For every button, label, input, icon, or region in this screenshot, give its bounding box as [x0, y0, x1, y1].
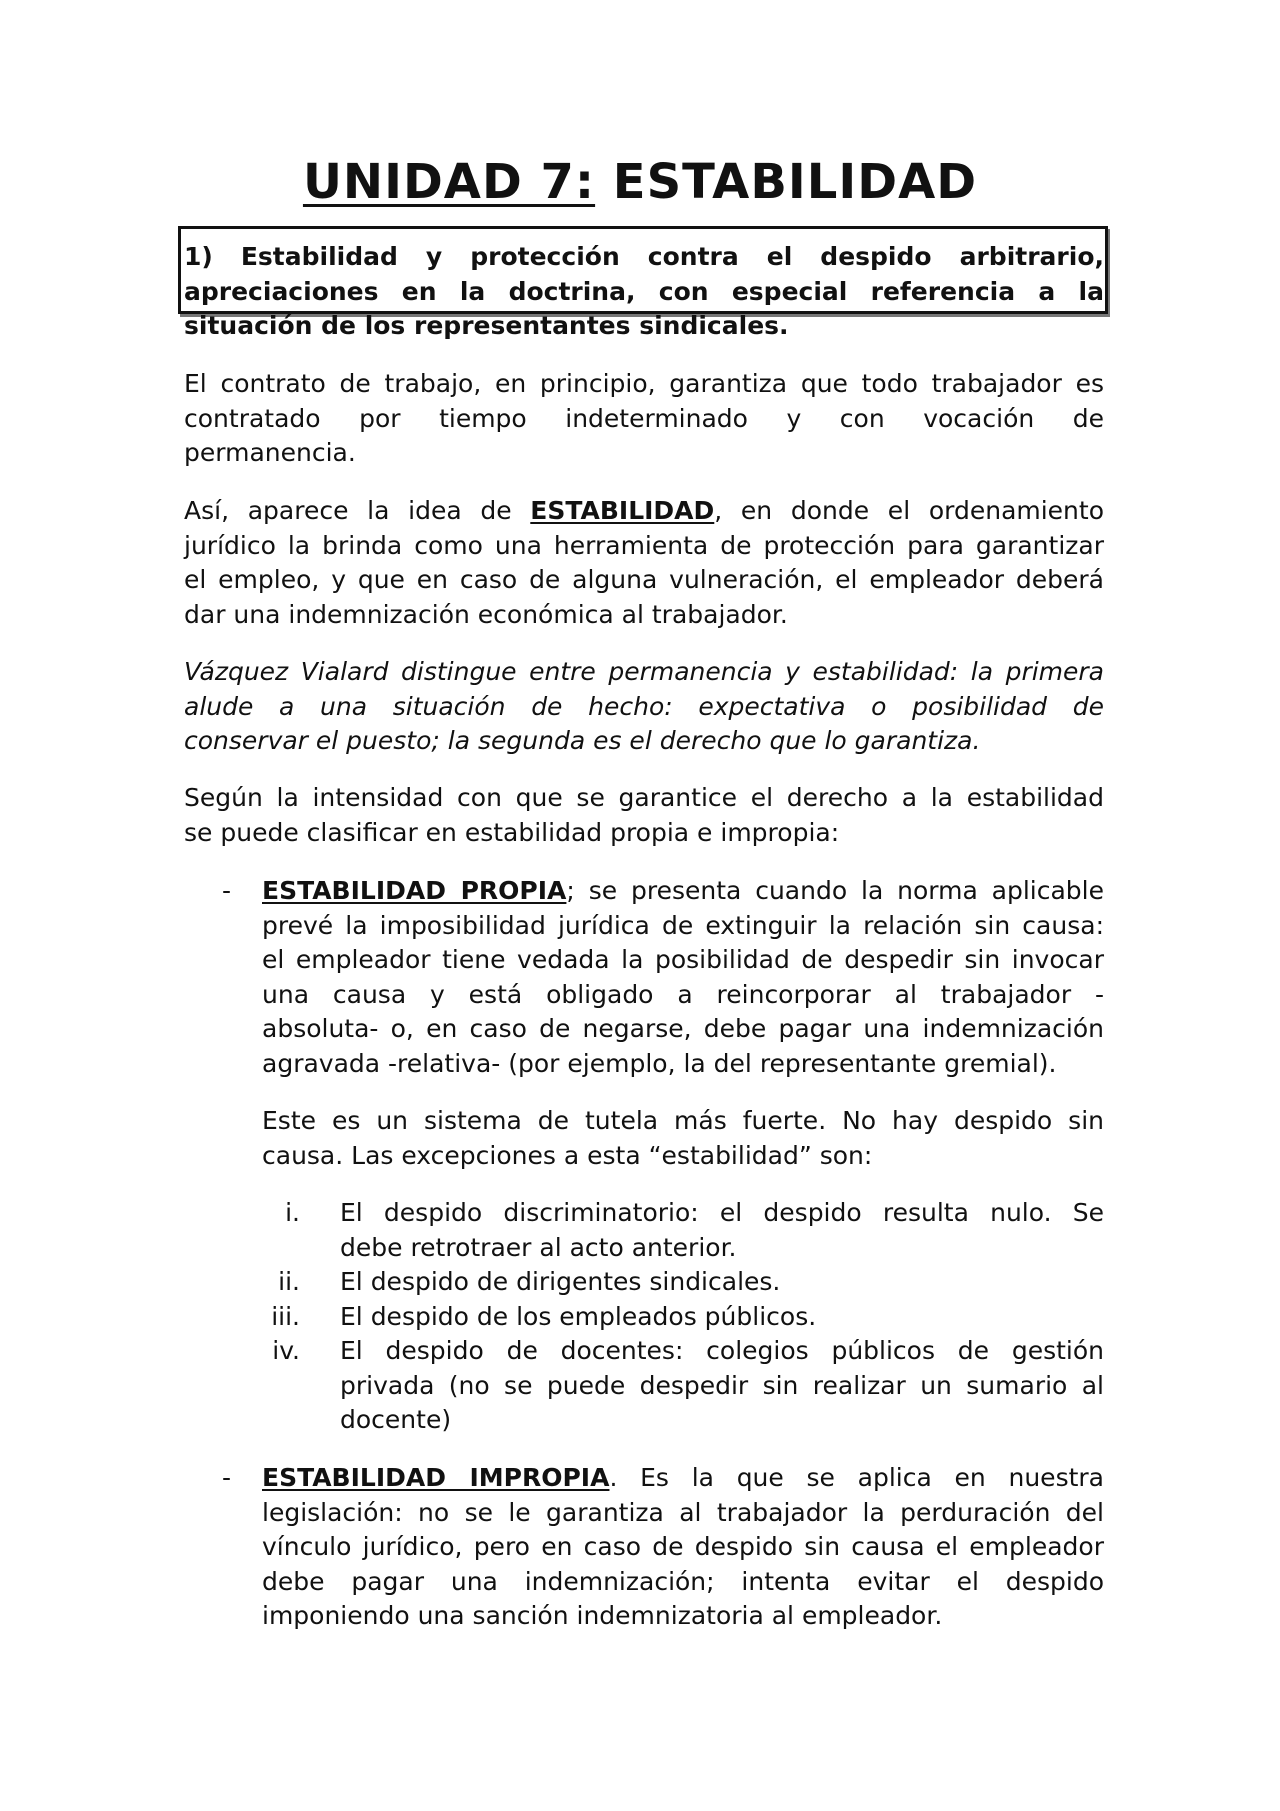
heading-line: 1) Estabilidad y protección contra el despido arbitrario,	[184, 242, 1104, 271]
bullet-line: una causa y está obligado a reincorporar al trabajador -	[262, 979, 1104, 1009]
bullet-line: agravada -relativa- (por ejemplo, la del representante gremial).	[262, 1048, 1057, 1078]
paragraph-line: Vázquez Vialard distingue entre permanencia y estabilidad: la primera	[184, 657, 1104, 686]
bullet-line: legislación: no se le garantiza al trabajador la perduración del	[262, 1497, 1104, 1527]
bullet-line: el empleador tiene vedada la posibilidad de despedir sin invocar	[262, 945, 1104, 975]
exception-item	[340, 1265, 1104, 1300]
exception-line: El despido de los empleados públicos.	[340, 1302, 817, 1331]
paragraph-stability	[184, 494, 1104, 632]
paragraph-line: El contrato de trabajo, en principio, garantiza que todo trabajador es	[184, 369, 1104, 398]
exception-line: docente)	[340, 1405, 452, 1435]
heading-line: apreciaciones en la doctrina, con especial referencia a la	[184, 276, 1104, 306]
bullet-dash: -	[222, 1463, 232, 1492]
bullet-text: ; se presenta cuando la norma aplicable	[566, 876, 1104, 905]
exception-line: El despido de docentes: colegios públicos de gestión	[340, 1336, 1104, 1365]
paragraph-text: , en donde el ordenamiento	[714, 496, 1105, 525]
exception-line: debe retrotraer al acto anterior.	[340, 1232, 737, 1262]
bullet-estabilidad-impropia	[262, 1461, 1104, 1634]
bullet-line: prevé la imposibilidad jurídica de extinguir la relación sin causa:	[262, 910, 1104, 940]
bullet-dash: -	[222, 876, 232, 905]
exception-number: ii.	[278, 1267, 300, 1296]
bullet-line: causa. Las excepciones a esta “estabilidad” son:	[262, 1140, 873, 1170]
paragraph-line: Según la intensidad con que se garantice el derecho a la estabilidad	[184, 783, 1104, 812]
exception-item	[340, 1300, 1104, 1335]
bullet-line	[262, 1461, 1104, 1496]
bullet-line: Este es un sistema de tutela más fuerte. No hay despido sin	[262, 1106, 1104, 1135]
paragraph-line: permanencia.	[184, 438, 356, 468]
exception-number: iv.	[272, 1336, 300, 1365]
paragraph-line	[184, 494, 1104, 529]
exception-line: El despido discriminatorio: el despido resulta nulo. Se	[340, 1198, 1104, 1227]
exception-number: iii.	[271, 1302, 300, 1331]
term-estabilidad-propia: ESTABILIDAD PROPIA	[262, 876, 567, 905]
exception-item	[340, 1196, 1104, 1265]
paragraph-line: se puede clasificar en estabilidad propia e impropia:	[184, 817, 840, 847]
bullet-text: . Es la que se aplica en nuestra	[609, 1463, 1104, 1492]
paragraph-line: conservar el puesto; la segunda es el derecho que lo garantiza.	[184, 726, 981, 756]
bullet-line: vínculo jurídico, pero en caso de despido sin causa el empleador	[262, 1532, 1104, 1562]
title-unit: UNIDAD 7:	[302, 154, 596, 210]
bullet-line: absoluta- o, en caso de negarse, debe pagar una indemnización	[262, 1014, 1104, 1044]
paragraph-line: dar una indemnización económica al trabajador.	[184, 599, 788, 629]
term-estabilidad-impropia: ESTABILIDAD IMPROPIA	[262, 1463, 610, 1492]
exception-line: El despido de dirigentes sindicales.	[340, 1267, 781, 1296]
bullet-line: imponiendo una sanción indemnizatoria al empleador.	[262, 1601, 943, 1631]
bullet-estabilidad-propia	[262, 874, 1104, 1082]
paragraph-line: el empleo, y que en caso de alguna vulneración, el empleador deberá	[184, 565, 1104, 595]
section-heading	[184, 240, 1104, 344]
paragraph-contract	[184, 367, 1104, 471]
paragraph-quote	[184, 655, 1104, 759]
term-estabilidad: ESTABILIDAD	[530, 496, 715, 525]
heading-line: situación de los representantes sindicales.	[184, 311, 789, 341]
page-title	[0, 150, 1280, 214]
exception-item	[340, 1334, 1104, 1438]
bullet-sub-paragraph	[262, 1104, 1104, 1173]
bullet-line	[262, 874, 1104, 909]
paragraph-line: jurídico la brinda como una herramienta de protección para garantizar	[184, 530, 1104, 560]
title-topic: ESTABILIDAD	[595, 154, 978, 210]
exception-number: i.	[285, 1198, 300, 1227]
paragraph-text: Así, aparece la idea de	[184, 496, 531, 525]
paragraph-line: alude a una situación de hecho: expectativa o posibilidad de	[184, 691, 1104, 721]
paragraph-classification	[184, 781, 1104, 850]
paragraph-line: contratado por tiempo indeterminado y con vocación de	[184, 403, 1104, 433]
bullet-line: debe pagar una indemnización; intenta evitar el despido	[262, 1566, 1104, 1596]
exception-line: privada (no se puede despedir sin realizar un sumario al	[340, 1370, 1104, 1400]
